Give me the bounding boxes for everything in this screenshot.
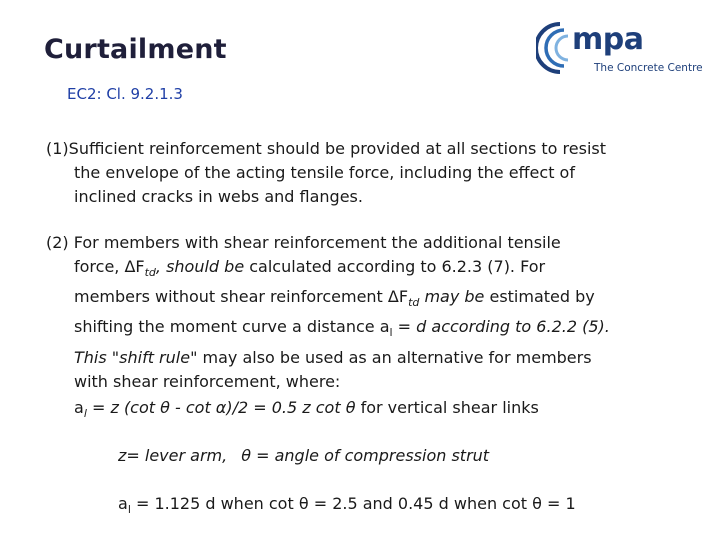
subscript: td: [144, 266, 156, 280]
subscript: td: [408, 296, 420, 310]
logo-tagline: The Concrete Centre: [594, 62, 703, 74]
text-run: force, ΔF: [74, 257, 145, 276]
mpa-logo: [536, 18, 703, 80]
italic-run: = d according to 6.2.2 (5).: [392, 317, 610, 337]
paragraph-1-line-1: (1)Sufficient reinforcement should be provided at all sections to resist: [46, 139, 606, 158]
shift-equation: [74, 398, 539, 420]
al-values-text: = 1.125 d when cot θ = 2.5 and 0.45 d when cot θ = 1: [130, 494, 576, 513]
paragraph-2-line-2: [46, 255, 696, 285]
text-run: calculated according to 6.2.3 (7). For: [244, 257, 546, 276]
al-values: [118, 494, 576, 516]
text-run: members without shear reinforcement ΔF: [74, 287, 409, 307]
text-run: may also be used as an alternative for members: [197, 347, 592, 367]
logo-arcs-icon: [536, 18, 576, 80]
subscript: l: [127, 503, 131, 517]
paragraph-2-line-4: [46, 315, 696, 345]
equation-note: for vertical shear links: [355, 398, 539, 417]
definitions: [118, 446, 489, 465]
text-run: estimated by: [484, 287, 595, 307]
paragraph-2-line-3: [46, 285, 696, 315]
logo-brand: mpa: [572, 22, 644, 57]
italic-run: may be: [419, 287, 485, 307]
symbol-a: a: [118, 494, 128, 513]
italic-run: This "shift rule": [74, 347, 198, 367]
paragraph-1: [46, 137, 696, 209]
definition-theta: θ = angle of compression strut: [241, 446, 490, 465]
subscript: l: [389, 326, 393, 340]
subscript: l: [83, 407, 87, 421]
page-title: Curtailment: [44, 34, 227, 65]
clause-reference: EC2: Cl. 9.2.1.3: [67, 85, 183, 103]
definition-z: z= lever arm,: [118, 446, 228, 465]
paragraph-1-line-3: inclined cracks in webs and flanges.: [74, 187, 363, 206]
paragraph-1-line-2: the envelope of the acting tensile force, including the effect of: [74, 163, 575, 182]
text-run: shifting the moment curve a distance a: [74, 317, 390, 337]
paragraph-2: [46, 231, 696, 394]
paragraph-2-line-6: with shear reinforcement, where:: [74, 371, 341, 391]
symbol-a: a: [74, 398, 84, 417]
equation-expression: = z (cot θ - cot α)/2 = 0.5 z cot θ: [86, 398, 356, 417]
paragraph-2-line-5: [46, 346, 696, 370]
italic-run: , should be: [155, 257, 245, 276]
paragraph-2-line-1: (2) For members with shear reinforcement the additional tensile: [46, 233, 561, 252]
